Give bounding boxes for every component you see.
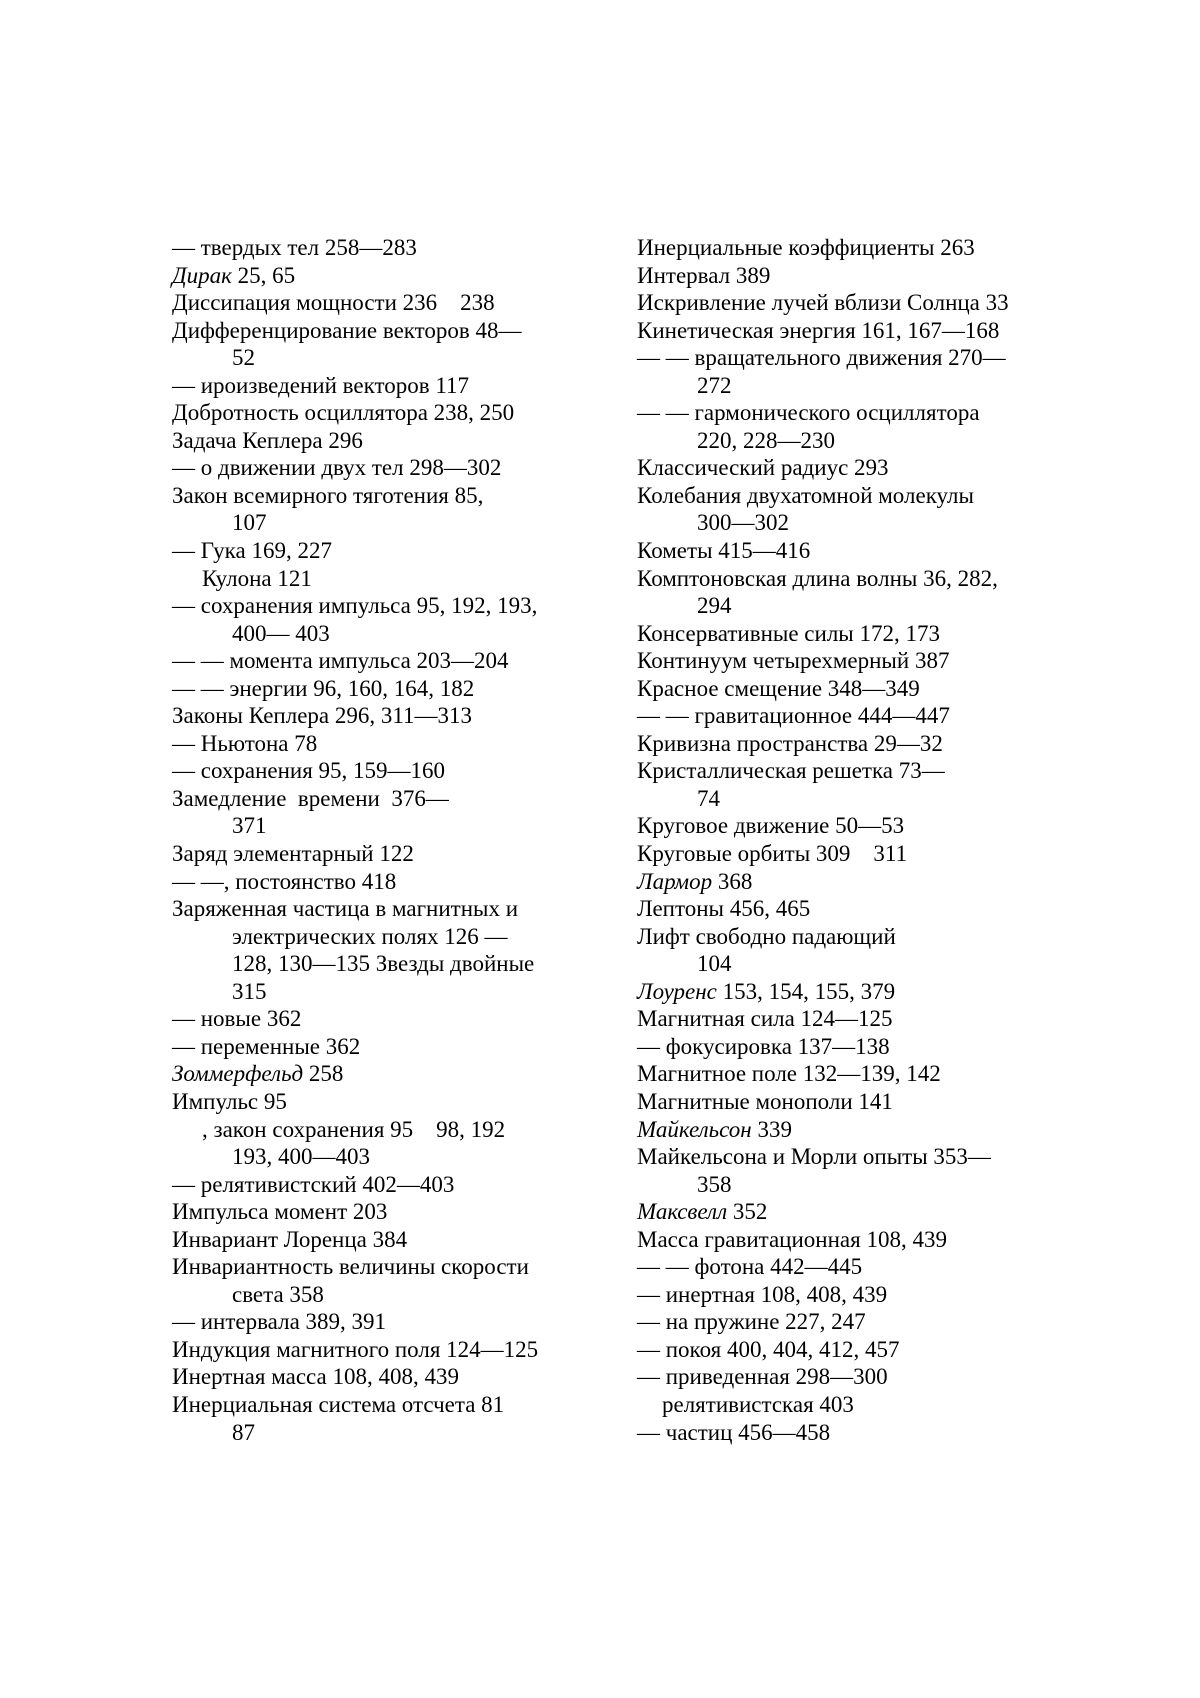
index-entry [637, 730, 1057, 758]
index-entry [172, 675, 592, 703]
index-entry-person-name: Дирак [172, 262, 232, 288]
index-entry-text: — — фотона 442—445 [637, 1254, 863, 1280]
index-entry-text: 128, 130—135 Звезды двойные [232, 951, 535, 977]
index-entry-text: — новые 362 [172, 1006, 302, 1032]
index-entry [172, 482, 592, 510]
index-entry [172, 344, 592, 372]
index-entry-text: Заряженная частица в магнитных и [172, 896, 519, 922]
index-entry-text: Диссипация мощности 236 238 [172, 290, 495, 316]
index-entry-text: Инерциальная система отсчета 81 [172, 1391, 505, 1417]
index-entry [172, 950, 592, 978]
index-entry-text: Инвариантность величины скорости [172, 1254, 529, 1280]
index-entry [172, 702, 592, 730]
index-entry [637, 1116, 1057, 1144]
index-entry-text: — твердых тел 258—283 [172, 235, 417, 260]
index-entry [637, 1088, 1057, 1116]
index-entry-text: 371 [232, 813, 267, 839]
index-entry-text: Магнитное поле 132—139, 142 [637, 1061, 941, 1087]
index-entry-text: Кулона 121 [202, 565, 312, 591]
index-entry [637, 454, 1057, 482]
index-entry-text: Задача Кеплера 296 [172, 427, 363, 453]
index-entry [637, 1005, 1057, 1033]
index-entry [172, 730, 592, 758]
index-entry [172, 1005, 592, 1033]
index-entry [637, 592, 1057, 620]
index-entry [172, 895, 592, 923]
index-entry-text: — ироизведений векторов 117 [172, 372, 469, 398]
index-entry-text: — сохранения импульса 95, 192, 193, [172, 593, 538, 619]
index-entry [637, 840, 1057, 868]
index-entry-text: Лептоны 456, 465 [637, 896, 811, 922]
index-entry [637, 234, 1057, 262]
index-entry-text: — сохранения 95, 159—160 [172, 758, 446, 784]
index-entry-text: Индукция магнитного поля 124—125 [172, 1336, 539, 1362]
index-entry-text: 315 [232, 978, 267, 1004]
index-entry-text: — — вращательного движения 270— [637, 345, 1006, 371]
index-entry-text: — на пружине 227, 247 [637, 1309, 866, 1335]
index-entry-text: — Ньютона 78 [172, 730, 318, 756]
index-entry [172, 1281, 592, 1309]
index-entry [637, 537, 1057, 565]
index-entry [637, 620, 1057, 648]
index-entry-text: электрических полях 126 — [232, 923, 508, 949]
index-entry [172, 923, 592, 951]
index-entry-text: Майкельсона и Морли опыты 353— [637, 1144, 991, 1170]
index-entry [172, 234, 592, 262]
index-entry-person-name: Лоуренс [637, 978, 717, 1004]
index-column-right [637, 234, 1057, 1446]
index-entry-person-name: Зоммерфельд [172, 1061, 304, 1087]
index-entry-text: — —, постоянство 418 [172, 868, 397, 894]
index-column-left [172, 234, 592, 1446]
index-entry [637, 1033, 1057, 1061]
index-entry-text: Кристаллическая решетка 73— [637, 758, 945, 784]
index-entry-text: 193, 400—403 [232, 1144, 370, 1170]
index-entry [637, 895, 1057, 923]
index-entry-text: Инертная масса 108, 408, 439 [172, 1364, 459, 1390]
index-entry-text: — — энергии 96, 160, 164, 182 [172, 675, 475, 701]
index-entry [172, 454, 592, 482]
index-entry-text: , закон сохранения 95 98, 192 [202, 1116, 506, 1142]
index-entry-text: релятивистская 403 [662, 1391, 854, 1417]
index-entry [637, 923, 1057, 951]
index-entry-text: — — гармонического осциллятора [637, 400, 980, 426]
index-entry-text: Кометы 415—416 [637, 538, 811, 564]
index-entry [172, 620, 592, 648]
index-entry-text: Добротность осциллятора 238, 250 [172, 400, 515, 426]
index-entry [172, 372, 592, 400]
index-entry [637, 812, 1057, 840]
index-entry-text: — Гука 169, 227 [172, 538, 332, 564]
index-entry [172, 592, 592, 620]
index-entry-text: Кривизна пространства 29—32 [637, 730, 943, 756]
index-entry [637, 785, 1057, 813]
index-entry-text: Законы Кеплера 296, 311—313 [172, 703, 473, 729]
index-entry-text: Импульса момент 203 [172, 1199, 388, 1225]
index-entry-text: 87 [232, 1419, 255, 1445]
index-entry [637, 262, 1057, 290]
index-entry-text: Колебания двухатомной молекулы [637, 482, 974, 508]
index-entry-text: 339 [751, 1116, 792, 1142]
index-entry-text: Консервативные силы 172, 173 [637, 620, 941, 646]
index-entry-text: Интервал 389 [637, 262, 771, 288]
index-entry-text: Комптоновская длина волны 36, 282, [637, 565, 998, 591]
index-entry-text: Красное смещение 348—349 [637, 675, 920, 701]
index-entry [172, 1419, 592, 1447]
index-entry-person-name: Лармор [637, 868, 713, 894]
index-entry [172, 1060, 592, 1088]
index-entry [172, 317, 592, 345]
index-entry [172, 1143, 592, 1171]
index-entry [172, 1336, 592, 1364]
index-entry [172, 1171, 592, 1199]
index-entry [172, 785, 592, 813]
index-entry-text: Замедление времени 376— [172, 785, 449, 811]
index-entry-text: Магнитные монополи 141 [637, 1088, 893, 1114]
index-entry [637, 1143, 1057, 1171]
index-entry [637, 647, 1057, 675]
index-entry [637, 978, 1057, 1006]
index-entry [172, 1116, 592, 1144]
index-entry-text: — переменные 362 [172, 1033, 361, 1059]
index-entry [637, 702, 1057, 730]
index-entry [637, 317, 1057, 345]
index-entry-text: Масса гравитационная 108, 439 [637, 1226, 947, 1252]
index-entry [172, 1088, 592, 1116]
index-entry [172, 1308, 592, 1336]
index-entry [172, 1391, 592, 1419]
index-entry [172, 647, 592, 675]
index-entry-text: Кинетическая энергия 161, 167—168 [637, 317, 1000, 343]
index-entry [172, 399, 592, 427]
index-entry [172, 262, 592, 290]
index-entry [172, 509, 592, 537]
index-entry-text: Закон всемирного тяготения 85, [172, 482, 484, 508]
index-entry-text: — инертная 108, 408, 439 [637, 1281, 888, 1307]
index-entry-text: — о движении двух тел 298—302 [172, 455, 502, 481]
index-entry [172, 1198, 592, 1226]
index-entry [637, 1391, 1057, 1419]
index-entry-text: Круговые орбиты 309 311 [637, 841, 908, 867]
index-entry [637, 1253, 1057, 1281]
index-entry [637, 509, 1057, 537]
index-entry-text: 153, 154, 155, 379 [716, 978, 896, 1004]
index-entry [637, 1419, 1057, 1447]
index-entry-text: 74 [697, 785, 720, 811]
index-entry-text: Лифт свободно падающий [637, 923, 896, 949]
index-entry [172, 427, 592, 455]
index-entry [637, 427, 1057, 455]
index-entry-text: — — момента импульса 203—204 [172, 648, 509, 674]
index-entry [172, 868, 592, 896]
index-entry-text: 358 [697, 1171, 732, 1197]
index-entry [172, 537, 592, 565]
index-entry [172, 812, 592, 840]
index-entry [637, 757, 1057, 785]
index-entry-text: — релятивистский 402—403 [172, 1171, 455, 1197]
index-entry [637, 372, 1057, 400]
index-entry [637, 482, 1057, 510]
index-entry-text: 107 [232, 510, 267, 536]
index-entry [637, 1281, 1057, 1309]
index-entry-text: Заряд элементарный 122 [172, 841, 414, 867]
index-entry [637, 289, 1057, 317]
index-entry [172, 1226, 592, 1254]
index-entry-text: 400— 403 [232, 620, 330, 646]
index-entry [172, 1363, 592, 1391]
index-entry-text: 352 [727, 1199, 768, 1225]
index-entry-text: — интервала 389, 391 [172, 1309, 387, 1335]
index-entry-text: 294 [697, 593, 732, 619]
index-entry-person-name: Максвелл [637, 1199, 728, 1225]
index-entry [172, 1253, 592, 1281]
index-entry [637, 1171, 1057, 1199]
index-entry-text: Искривление лучей вблизи Солнца 33 [637, 290, 1009, 316]
index-entry [172, 978, 592, 1006]
index-entry [172, 1033, 592, 1061]
index-entry [637, 399, 1057, 427]
index-entry [637, 1336, 1057, 1364]
index-entry-text: 368 [712, 868, 753, 894]
index-entry-text: Инерциальные коэффициенты 263 [637, 235, 975, 260]
index-entry [637, 1226, 1057, 1254]
index-entry [637, 675, 1057, 703]
index-entry-text: Инвариант Лоренца 384 [172, 1226, 408, 1252]
index-entry-text: — приведенная 298—300 [637, 1364, 888, 1390]
index-entry-text: Магнитная сила 124—125 [637, 1006, 893, 1032]
index-entry-text: 220, 228—230 [697, 427, 835, 453]
index-entry-text: 52 [232, 345, 255, 371]
index-entry-text: — частиц 456—458 [637, 1419, 831, 1445]
index-entry-text: — — гравитационное 444—447 [637, 703, 950, 729]
index-entry [637, 868, 1057, 896]
index-entry [637, 1198, 1057, 1226]
index-entry-text: Континуум четырехмерный 387 [637, 648, 950, 674]
index-entry-text: 272 [697, 372, 732, 398]
index-entry-text: света 358 [232, 1281, 324, 1307]
index-entry-text: 104 [697, 951, 732, 977]
index-entry-text: — покоя 400, 404, 412, 457 [637, 1336, 900, 1362]
index-entry-text: 300—302 [697, 510, 789, 536]
index-entry [637, 1060, 1057, 1088]
index-entry-text: 25, 65 [231, 262, 296, 288]
index-entry [637, 950, 1057, 978]
index-entry [637, 1308, 1057, 1336]
index-entry [637, 344, 1057, 372]
index-entry [637, 565, 1057, 593]
index-entry [172, 289, 592, 317]
index-entry [172, 840, 592, 868]
index-entry-text: 258 [303, 1061, 344, 1087]
index-entry [172, 757, 592, 785]
index-entry-text: Дифференцирование векторов 48— [172, 317, 522, 343]
index-entry-text: — фокусировка 137—138 [637, 1033, 890, 1059]
index-entry-text: Импульс 95 [172, 1088, 287, 1114]
index-entry-person-name: Майкельсон [637, 1116, 752, 1142]
index-entry-text: Классический радиус 293 [637, 455, 889, 481]
index-entry [172, 565, 592, 593]
index-entry [637, 1363, 1057, 1391]
index-entry-text: Круговое движение 50—53 [637, 813, 905, 839]
